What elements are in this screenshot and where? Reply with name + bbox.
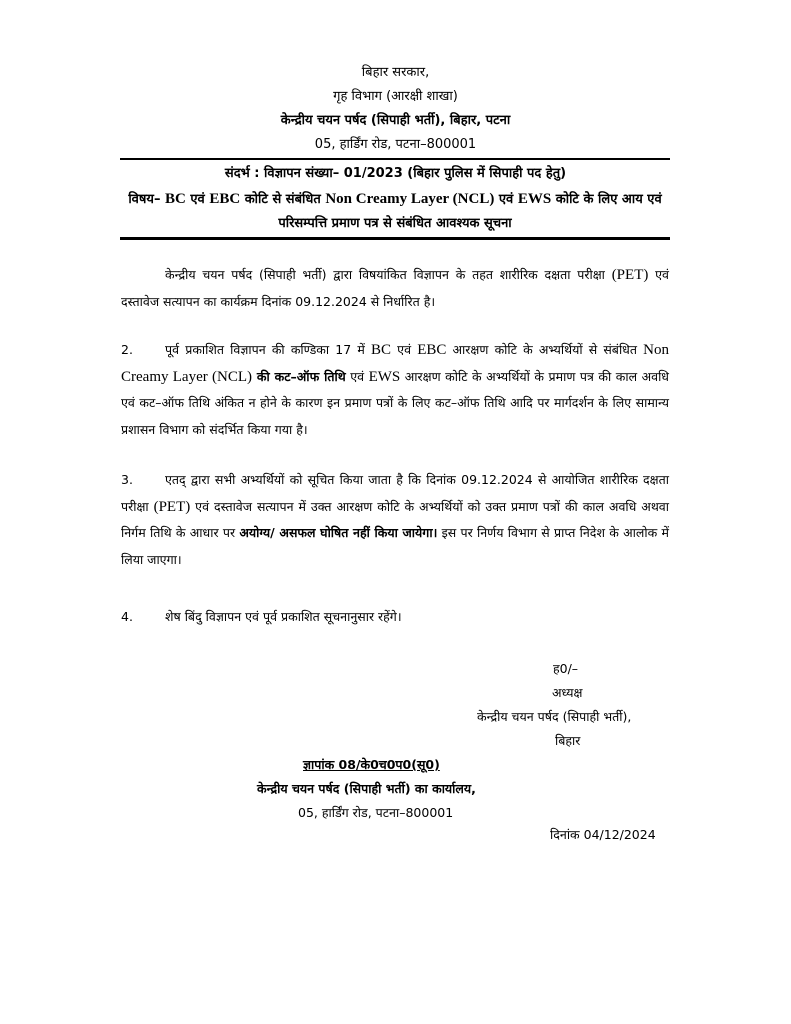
paragraph-text: पूर्व प्रकाशित विज्ञापन की कण्डिका 17 में bbox=[165, 342, 371, 357]
subject-text: एवं bbox=[185, 192, 210, 207]
reference-line: संदर्भ : विज्ञापन संख्या– 01/2023 (बिहार पुलिस में सिपाही पद हेतु) bbox=[224, 166, 567, 181]
paragraph-number: 2. bbox=[121, 342, 133, 357]
top-rule bbox=[120, 158, 670, 160]
memo-address: 05, हार्डिंग रोड, पटना–800001 bbox=[298, 805, 454, 820]
bottom-rule bbox=[120, 237, 670, 240]
header-address: 05, हार्डिंग रोड, पटना–800001 bbox=[314, 137, 477, 152]
subject-label: विषय– bbox=[128, 192, 165, 207]
memo-date: दिनांक 04/12/2024 bbox=[550, 827, 656, 842]
paragraph-text: आरक्षण कोटि के अभ्यर्थियों से संबंधित bbox=[446, 342, 644, 357]
paragraph-text: एवं bbox=[345, 368, 369, 384]
paragraph-text: (PET) bbox=[611, 267, 649, 283]
signatory-org: केन्द्रीय चयन पर्षद (सिपाही भर्ती), bbox=[477, 709, 632, 724]
paragraph-text: एवं bbox=[391, 342, 418, 357]
paragraph-text: शेष बिंदु विज्ञापन एवं पूर्व प्रकाशित सूचनानुसार रहेंगे। bbox=[165, 609, 402, 624]
subject-ncl: Non Creamy Layer (NCL) bbox=[325, 191, 495, 207]
paragraph-text: एवं दस्तावेज सत्यापन का कार्यक्रम दिनांक 09.12.2024 से निर्धारित है। bbox=[121, 267, 669, 309]
paragraph-text: केन्द्रीय चयन पर्षद (सिपाही भर्ती) द्वारा विषयांकित विज्ञापन के तहत शारीरिक दक्षता परीक्षा bbox=[165, 267, 612, 282]
paragraph-text: EWS bbox=[368, 368, 401, 385]
memo-number: ज्ञापांक 08/के0च0प0(सू0) bbox=[303, 757, 440, 772]
paragraph-text: एवं दस्तावेज सत्यापन में उक्त आरक्षण कोटि के अभ्यर्थियों को उक्त प्रमाण पत्रों की काल अवधि अथवा निर्गम तिथि के आधार पर bbox=[121, 498, 669, 540]
paragraph-4 bbox=[121, 604, 669, 631]
subject-block bbox=[121, 187, 669, 236]
paragraph-text: BC bbox=[370, 342, 391, 358]
paragraph-text: Non Creamy Layer (NCL) bbox=[121, 342, 670, 385]
header-department: गृह विभाग (आरक्षी शाखा) bbox=[333, 89, 458, 104]
header-government: बिहार सरकार, bbox=[361, 65, 430, 80]
paragraph-text: (PET) bbox=[153, 498, 191, 515]
signed-mark: ह0/– bbox=[553, 661, 579, 676]
header-board: केन्द्रीय चयन पर्षद (सिपाही भर्ती), बिहार, पटना bbox=[280, 113, 511, 128]
paragraph-emphasis: की कट–ऑफ तिथि bbox=[252, 368, 346, 384]
paragraph-text: आरक्षण कोटि के अभ्यर्थियों के प्रमाण पत्र की काल अवधि एवं कट–ऑफ तिथि अंकित न होने के कारण इन प्रमाण पत्रों के लिए कट–ऑफ तिथि आदि पर मार्गदर्शन के लिए सामान्य प्रशासन विभाग को संदर्भित किया गया है। bbox=[121, 368, 669, 437]
subject-text: कोटि के लिए आय एवं परिसम्पत्ति प्रमाण पत्र से संबंधित आवश्यक सूचना bbox=[278, 192, 662, 231]
paragraph-3 bbox=[121, 467, 669, 573]
subject-text: कोटि से संबंधित bbox=[240, 192, 326, 207]
paragraph-text: इस पर निर्णय विभाग से प्राप्त निदेश के आलोक में लिया जाएगा। bbox=[121, 525, 669, 567]
subject-ebc: EBC bbox=[209, 191, 241, 207]
signatory-place: बिहार bbox=[555, 733, 581, 748]
paragraph-text: एतद् द्वारा सभी अभ्यर्थियों को सूचित किया जाता है कि दिनांक 09.12.2024 से आयोजित शारीरिक दक्षता परीक्षा bbox=[121, 472, 669, 514]
subject-ews: EWS bbox=[517, 191, 552, 207]
paragraph-text: EBC bbox=[417, 342, 447, 358]
subject-bc: BC bbox=[165, 191, 186, 207]
paragraph-number: 4. bbox=[121, 609, 133, 624]
paragraph-number: 3. bbox=[121, 472, 133, 487]
memo-office: केन्द्रीय चयन पर्षद (सिपाही भर्ती) का कार्यालय, bbox=[257, 781, 476, 796]
paragraph-2 bbox=[121, 337, 669, 443]
paragraph-emphasis: अयोग्य/ असफल घोषित नहीं किया जायेगा। bbox=[239, 525, 438, 540]
subject-text: एवं bbox=[494, 192, 518, 207]
signatory-title: अध्यक्ष bbox=[552, 685, 583, 700]
paragraph-1 bbox=[121, 262, 669, 315]
